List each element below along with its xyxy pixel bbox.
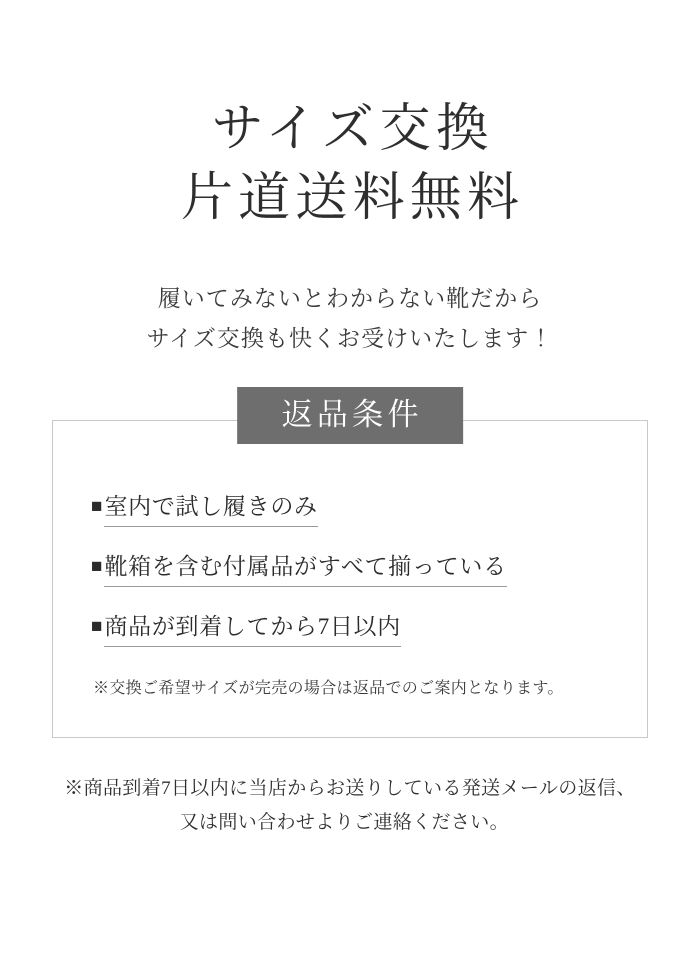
headline-line-2: 片道送料無料: [180, 169, 525, 227]
footer-line-1: ※商品到着7日以内に当店からお送りしている発送メールの返信、: [64, 778, 636, 800]
return-conditions-title: 返品条件: [237, 387, 463, 444]
square-bullet-icon: ■: [91, 556, 103, 578]
condition-text: 商品が到着してから7日以内: [104, 613, 400, 647]
condition-text: 靴箱を含む付属品がすべて揃っている: [104, 553, 506, 587]
lead-line-1: 履いてみないとわからない靴だから: [157, 286, 543, 312]
lead-line-2: サイズ交換も快くお受けいたします！: [146, 325, 554, 351]
headline-line-1: サイズ交換: [211, 101, 494, 158]
lead-copy: [0, 279, 700, 358]
conditions-note: ※交換ご希望サイズが完売の場合は返品でのご案内となります。: [93, 679, 564, 697]
page-title: [0, 0, 700, 233]
footer-line-2: 又は問い合わせよりご連絡ください。: [179, 811, 510, 833]
return-conditions-list: [53, 421, 647, 700]
list-item: [91, 613, 647, 647]
square-bullet-icon: ■: [91, 496, 103, 518]
list-item: [91, 493, 647, 527]
list-item: [91, 553, 647, 587]
return-conditions-box: [52, 397, 648, 738]
condition-text: 室内で試し履きのみ: [104, 493, 317, 527]
square-bullet-icon: ■: [91, 615, 103, 637]
footer-note: [0, 772, 700, 839]
